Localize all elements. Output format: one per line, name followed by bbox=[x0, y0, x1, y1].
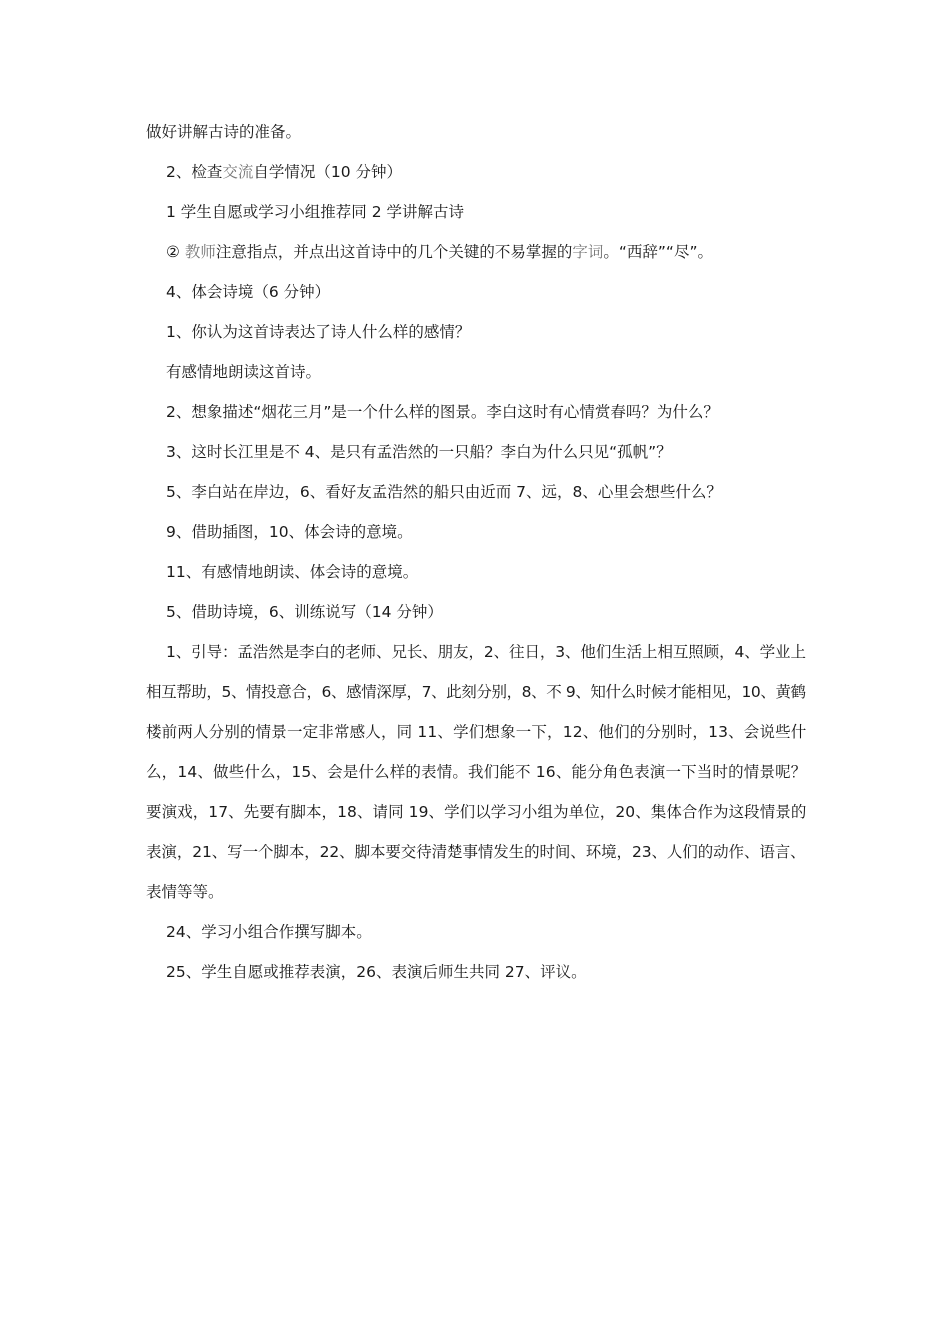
text-segment: 9、借助插图，10、体会诗的意境。 bbox=[166, 523, 413, 541]
text-segment: 2、检查 bbox=[166, 163, 223, 181]
paragraph-line bbox=[146, 682, 806, 702]
text-line bbox=[166, 362, 321, 382]
section-heading bbox=[166, 162, 402, 182]
text-segment: 注意指点，并点出这首诗中的几个关键的不易掌握的 bbox=[215, 243, 573, 261]
paragraph-line bbox=[166, 642, 806, 662]
text-segment: 么，14、做些什么，15、会是什么样的表情。我们能不 16、能分角色表演一下当时的情景呢？ bbox=[146, 763, 807, 781]
text-segment: 2、想象描述“烟花三月”是一个什么样的图景。李白这时有心情赏春吗？为什么？ bbox=[166, 403, 719, 421]
text-line bbox=[166, 202, 464, 222]
paragraph-line bbox=[146, 762, 806, 782]
text-segment: 1 学生自愿或学习小组推荐同 2 学讲解古诗 bbox=[166, 203, 465, 221]
text-line bbox=[166, 562, 418, 582]
text-segment: 3、这时长江里是不 4、是只有孟浩然的一只船？李白为什么只见“孤帆”？ bbox=[166, 443, 672, 461]
text-line bbox=[166, 242, 713, 262]
paragraph-line bbox=[146, 842, 806, 862]
highlighted-word: 交流 bbox=[222, 163, 254, 181]
paragraph-line bbox=[146, 882, 224, 902]
text-line bbox=[166, 402, 719, 422]
text-segment: 25、学生自愿或推荐表演，26、表演后师生共同 27、评议。 bbox=[166, 963, 587, 981]
text-segment: 24、学习小组合作撰写脚本。 bbox=[166, 923, 372, 941]
text-segment: 相互帮助，5、情投意合，6、感情深厚，7、此刻分别，8、不 9、知什么时候才能相见，10、黄鹤 bbox=[146, 683, 806, 701]
text-segment: 11、有感情地朗读、体会诗的意境。 bbox=[166, 563, 419, 581]
text-segment: 1、引导：孟浩然是李白的老师、兄长、朋友，2、往日，3、他们生活上相互照顾，4、学业上 bbox=[166, 643, 806, 661]
text-segment: 5、借助诗境，6、训练说写（14 分钟） bbox=[166, 603, 443, 621]
paragraph-line bbox=[146, 722, 806, 742]
text-segment: 自学情况（10 分钟） bbox=[253, 163, 403, 181]
text-segment: 1、你认为这首诗表达了诗人什么样的感情？ bbox=[166, 323, 471, 341]
text-line bbox=[166, 922, 372, 942]
highlighted-word: 字词 bbox=[572, 243, 604, 261]
text-segment: ② bbox=[166, 243, 185, 261]
text-segment: 有感情地朗读这首诗。 bbox=[166, 363, 322, 381]
section-heading bbox=[166, 602, 443, 622]
text-segment: 5、李白站在岸边，6、看好友孟浩然的船只由近而 7、远，8、心里会想些什么？ bbox=[166, 483, 722, 501]
text-line bbox=[166, 482, 722, 502]
text-segment: 4、体会诗境（6 分钟） bbox=[166, 283, 331, 301]
text-segment: 做好讲解古诗的准备。 bbox=[146, 123, 302, 141]
text-line bbox=[166, 962, 587, 982]
text-segment: 。“西辞”“尽”。 bbox=[603, 243, 713, 261]
text-segment: 表演，21、写一个脚本，22、脚本要交待清楚事情发生的时间、环境，23、人们的动作、语言、 bbox=[146, 843, 806, 861]
text-segment: 要演戏，17、先要有脚本，18、请同 19、学们以学习小组为单位，20、集体合作为这段情景的 bbox=[146, 803, 807, 821]
section-heading bbox=[166, 282, 330, 302]
text-line bbox=[166, 522, 413, 542]
text-segment: 楼前两人分别的情景一定非常感人，同 11、学们想象一下，12、他们的分别时，13、会说些什 bbox=[146, 723, 807, 741]
paragraph-line bbox=[146, 802, 806, 822]
text-segment: 表情等等。 bbox=[146, 883, 224, 901]
text-line bbox=[166, 442, 672, 462]
text-line bbox=[146, 122, 301, 142]
highlighted-word: 教师 bbox=[184, 243, 216, 261]
text-line bbox=[166, 322, 470, 342]
